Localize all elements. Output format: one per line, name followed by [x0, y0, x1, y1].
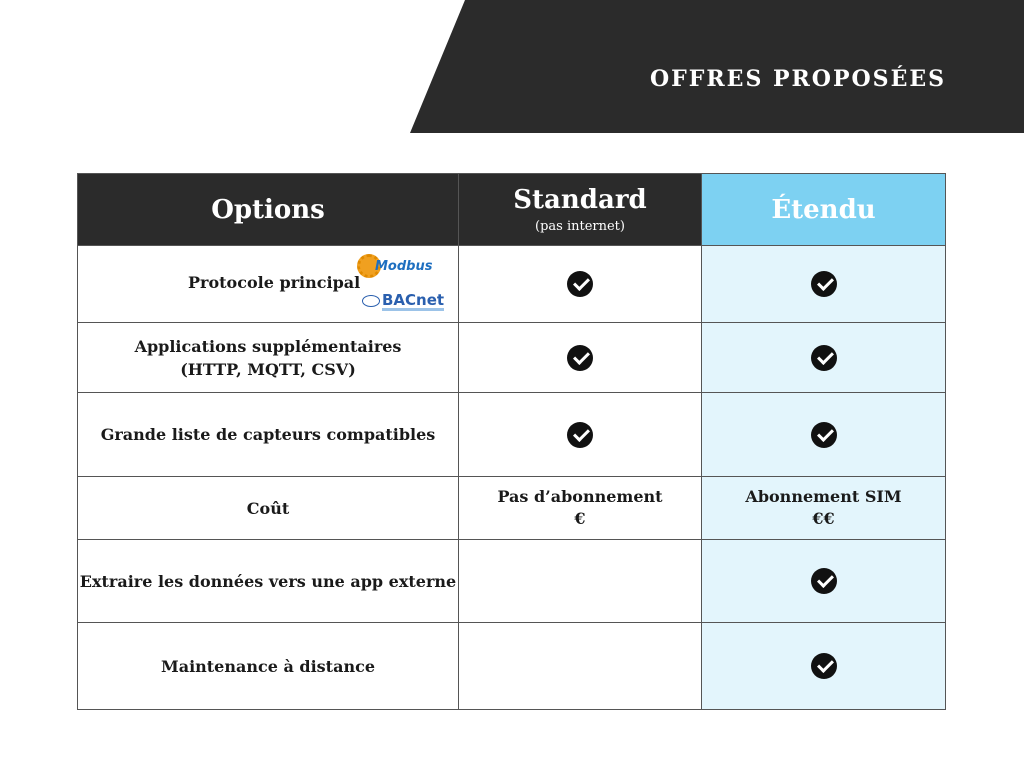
- check-circle-icon: [567, 271, 593, 297]
- table-row: [78, 477, 946, 540]
- row-label-cell: [78, 246, 459, 323]
- check-circle-icon: [811, 653, 837, 679]
- modbus-logo-text: Modbus: [375, 258, 433, 274]
- offers-comparison-table: [77, 173, 946, 710]
- table-row: [78, 246, 946, 323]
- cost-text: Abonnement SIM: [745, 487, 902, 506]
- bacnet-logo-text: BACnet: [382, 290, 445, 309]
- column-header-label: Standard: [513, 185, 647, 215]
- row-label-cell: Maintenance à distance: [78, 623, 459, 710]
- check-circle-icon: [811, 345, 837, 371]
- column-header-sublabel: (pas internet): [535, 219, 625, 234]
- standard-cell: [459, 393, 702, 477]
- bacnet-badge-icon: [362, 295, 380, 307]
- column-header-options: [78, 174, 459, 246]
- etendu-cell: [702, 323, 946, 393]
- cost-text: Pas d’abonnement: [497, 487, 663, 506]
- standard-cell: [459, 323, 702, 393]
- etendu-cell: [702, 623, 946, 710]
- standard-cell: [459, 477, 702, 540]
- row-label-cell: [78, 323, 459, 393]
- check-circle-icon: [567, 422, 593, 448]
- row-label-cell: Grande liste de capteurs compatibles: [78, 393, 459, 477]
- table-row: [78, 393, 946, 477]
- row-label-line: (HTTP, MQTT, CSV): [180, 359, 356, 379]
- column-header-label: Étendu: [771, 194, 876, 225]
- standard-cell: [459, 246, 702, 323]
- row-label-cell: Coût: [78, 477, 459, 540]
- modbus-logo: [357, 252, 432, 280]
- etendu-cell: [702, 246, 946, 323]
- standard-cell: [459, 540, 702, 623]
- row-label-line: Applications supplémentaires: [134, 336, 402, 356]
- page-title: OFFRES PROPOSÉES: [649, 66, 946, 92]
- column-header-label: Options: [211, 194, 325, 225]
- row-label: Protocole principal: [188, 273, 361, 292]
- check-circle-icon: [567, 345, 593, 371]
- etendu-cell: [702, 393, 946, 477]
- table-row: [78, 323, 946, 393]
- cost-symbol: €: [574, 509, 586, 528]
- etendu-cell: [702, 540, 946, 623]
- table-row: [78, 540, 946, 623]
- check-circle-icon: [811, 271, 837, 297]
- cost-symbol: €€: [812, 509, 835, 528]
- column-header-standard: [459, 174, 702, 246]
- check-circle-icon: [811, 568, 837, 594]
- column-header-etendu: [702, 174, 946, 246]
- bacnet-logo: [362, 290, 444, 312]
- standard-cell: [459, 623, 702, 710]
- etendu-cell: [702, 477, 946, 540]
- table-row: [78, 623, 946, 710]
- check-circle-icon: [811, 422, 837, 448]
- row-label-cell: Extraire les données vers une app externe: [78, 540, 459, 623]
